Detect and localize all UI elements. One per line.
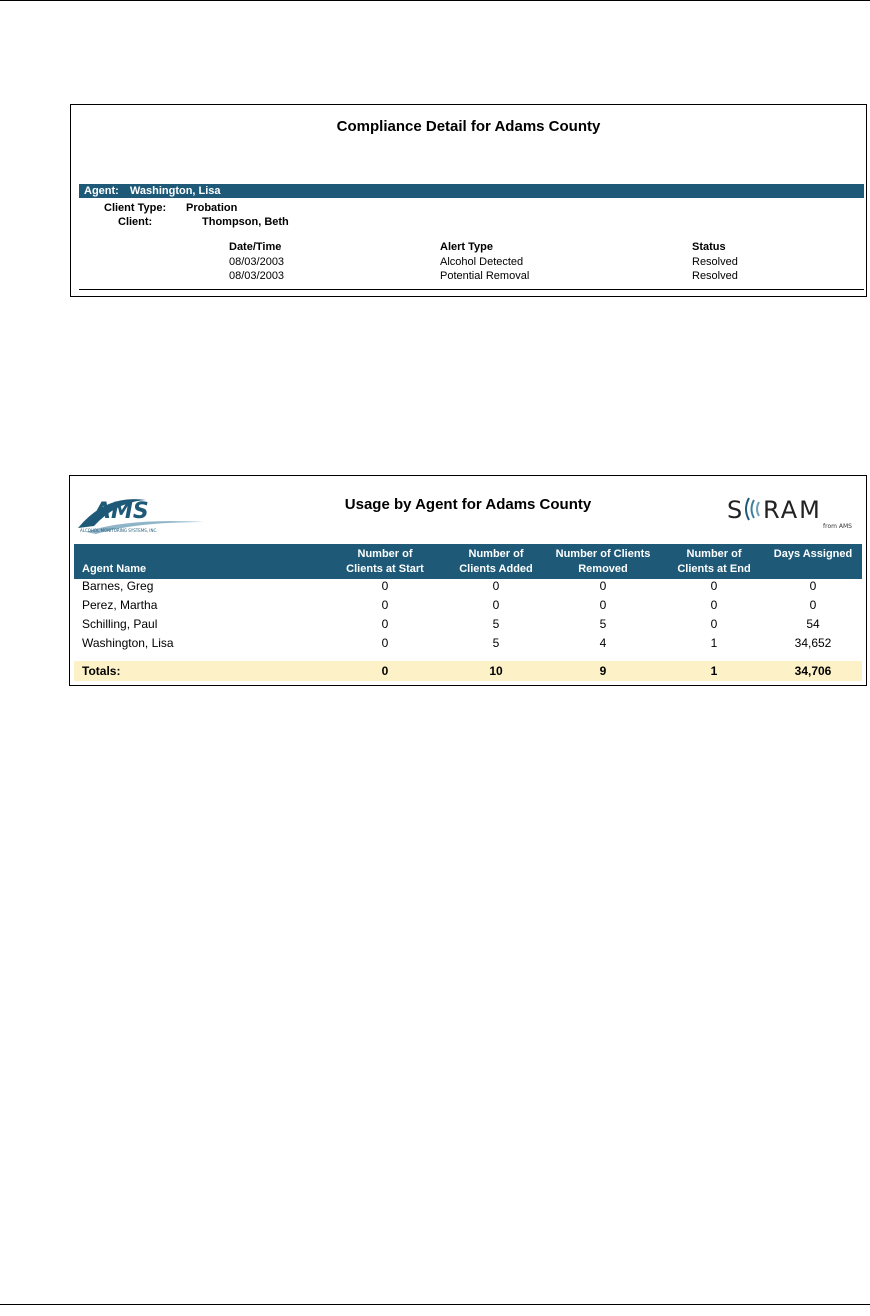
svg-text:S: S <box>727 496 743 524</box>
agent-name-cell: Schilling, Paul <box>82 617 158 631</box>
clients-end-cell: 0 <box>710 617 718 631</box>
usage-report-title: Usage by Agent for Adams County <box>344 496 592 513</box>
table-row <box>74 577 862 596</box>
days-assigned-cell: 54 <box>806 617 820 631</box>
agent-name-cell: Barnes, Greg <box>82 579 154 593</box>
clients-removed-cell: 5 <box>599 617 607 631</box>
alert-row-type: Potential Removal <box>440 270 530 282</box>
col-header-clients-removed: Number of Clients Removed <box>555 548 651 575</box>
col-header-datetime: Date/Time <box>229 241 282 253</box>
compliance-report <box>70 104 867 297</box>
agent-name-cell: Washington, Lisa <box>82 636 174 650</box>
alert-row-datetime: 08/03/2003 <box>229 270 285 282</box>
scram-logo-subtext: from AMS <box>823 523 852 530</box>
alert-row-type: Alcohol Detected <box>440 256 524 268</box>
clients-added-cell: 0 <box>492 598 500 612</box>
col-header-clients-start: Number of Clients at Start <box>346 548 424 575</box>
alert-row-datetime: 08/03/2003 <box>229 256 285 268</box>
clients-added-cell: 0 <box>492 579 500 593</box>
clients-start-cell: 0 <box>381 579 389 593</box>
totals-label: Totals: <box>82 664 121 678</box>
scram-logo <box>725 488 857 532</box>
clients-end-cell: 1 <box>710 636 718 650</box>
agent-name-cell: Perez, Martha <box>82 598 158 612</box>
ams-logo-text: AMS <box>94 499 149 524</box>
col-header-clients-added: Number of Clients Added <box>459 548 533 575</box>
col-header-alert-type: Alert Type <box>440 241 493 253</box>
table-row <box>74 596 862 615</box>
total-clients-start: 0 <box>381 664 389 678</box>
col-header-status: Status <box>692 241 726 253</box>
clients-removed-cell: 0 <box>599 598 607 612</box>
agent-label: Agent: <box>84 185 119 197</box>
page-bottom-rule <box>0 1304 870 1305</box>
clients-start-cell: 0 <box>381 636 389 650</box>
agent-name: Washington, Lisa <box>129 185 221 197</box>
clients-end-cell: 0 <box>710 598 718 612</box>
clients-removed-cell: 0 <box>599 579 607 593</box>
total-days-assigned: 34,706 <box>794 664 832 678</box>
col-header-agent-name: Agent Name <box>82 563 147 575</box>
total-clients-end: 1 <box>710 664 718 678</box>
table-row <box>74 615 862 634</box>
total-clients-removed: 9 <box>599 664 607 678</box>
col-header-clients-end: Number of Clients at End <box>677 548 751 575</box>
client-name: Thompson, Beth <box>202 216 289 228</box>
clients-added-cell: 5 <box>492 636 500 650</box>
usage-report <box>69 475 867 686</box>
page-top-rule <box>0 0 870 1</box>
days-assigned-cell: 34,652 <box>794 636 832 650</box>
svg-text:RAM: RAM <box>763 496 822 524</box>
clients-start-cell: 0 <box>381 598 389 612</box>
totals-row <box>74 661 862 681</box>
compliance-report-title: Compliance Detail for Adams County <box>336 118 601 135</box>
ams-logo-subtext: ALCOHOL MONITORING SYSTEMS, INC. <box>80 528 158 533</box>
clients-end-cell: 0 <box>710 579 718 593</box>
alert-row-status: Resolved <box>692 256 738 268</box>
table-row <box>74 634 862 653</box>
usage-table-header <box>74 544 862 579</box>
agent-bar <box>79 184 864 198</box>
client-type-label: Client Type: <box>104 202 167 214</box>
client-label: Client: <box>118 216 153 228</box>
report-bottom-rule <box>79 289 864 290</box>
client-type-value: Probation <box>186 202 238 214</box>
clients-start-cell: 0 <box>381 617 389 631</box>
alert-row-status: Resolved <box>692 270 738 282</box>
clients-added-cell: 5 <box>492 617 500 631</box>
days-assigned-cell: 0 <box>809 598 817 612</box>
days-assigned-cell: 0 <box>809 579 817 593</box>
col-header-days-assigned: Days Assigned <box>773 548 853 560</box>
total-clients-added: 10 <box>489 664 503 678</box>
clients-removed-cell: 4 <box>599 636 607 650</box>
